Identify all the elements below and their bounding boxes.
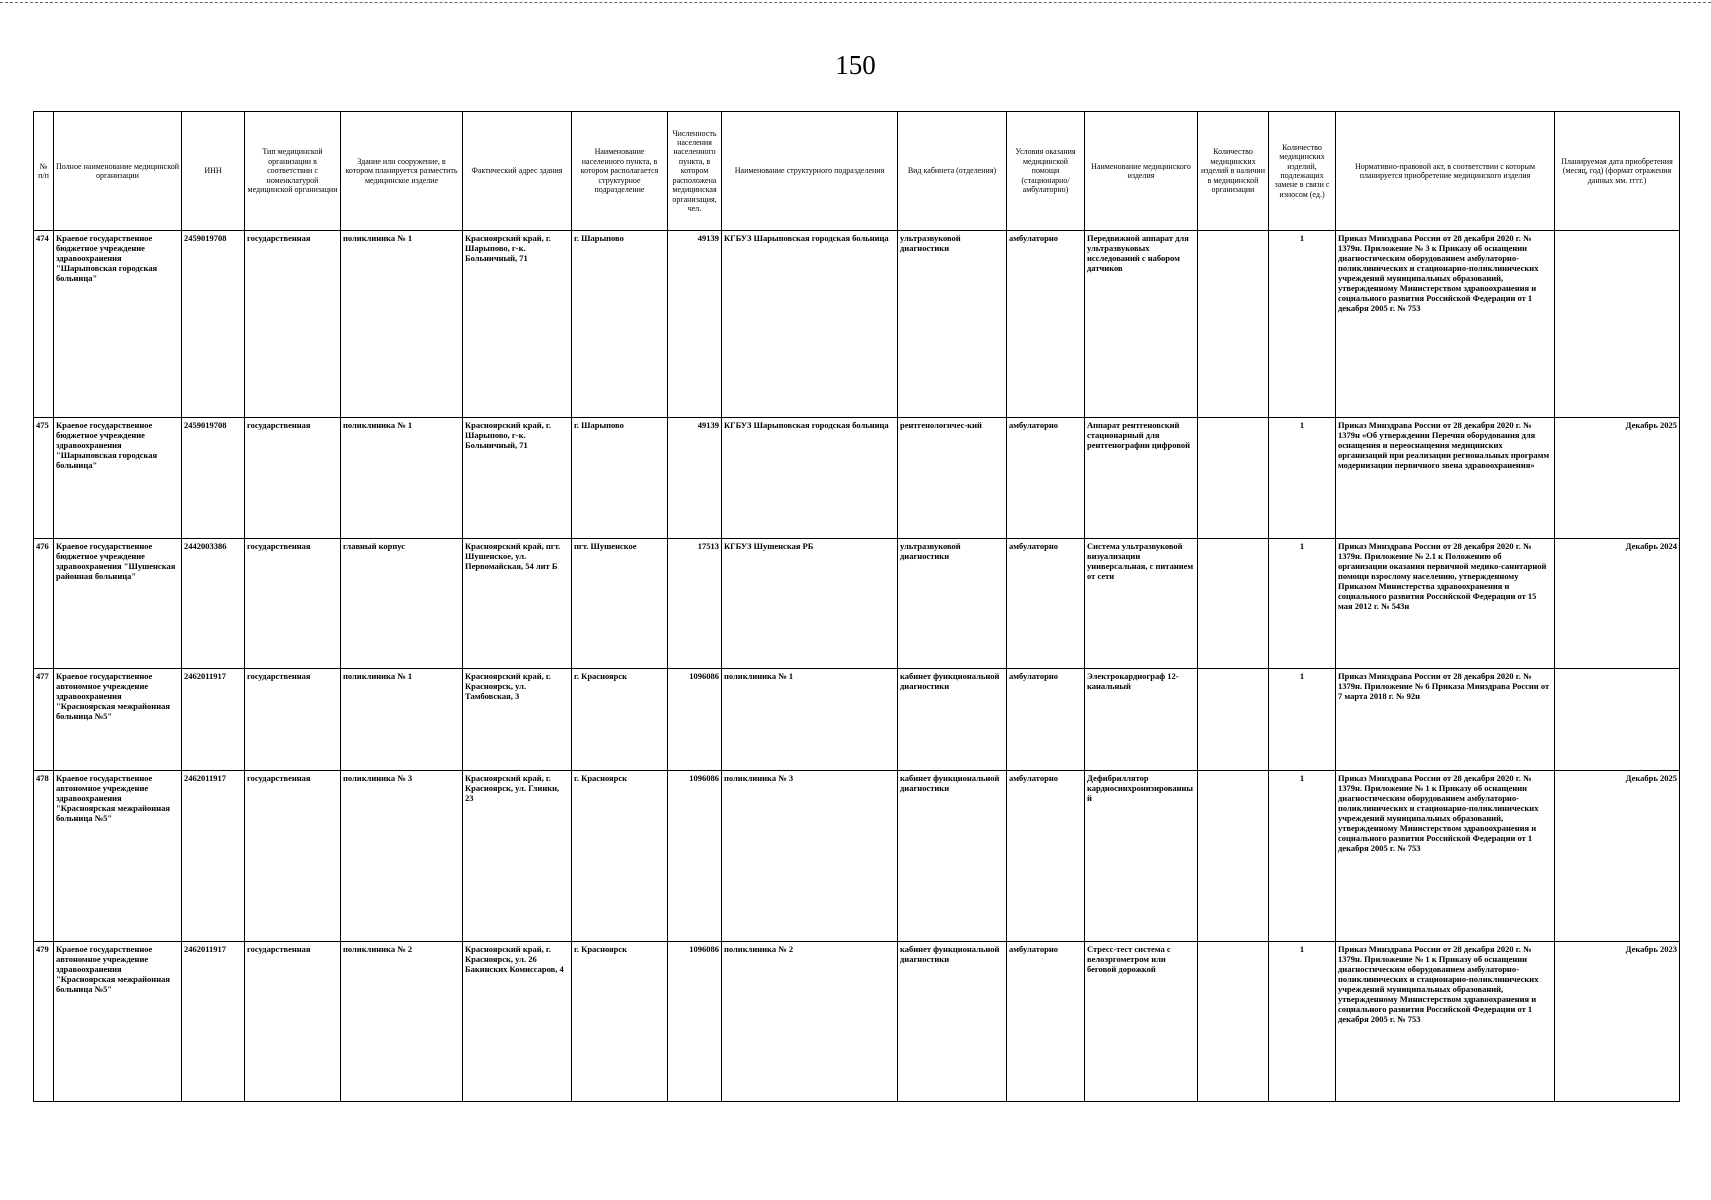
building: поликлиника № 1 <box>341 231 463 418</box>
row-number: 475 <box>34 418 54 539</box>
header-cell: Численность населения населенного пункта, в котором расположена медицинская организация, чел. <box>668 112 722 231</box>
building: главный корпус <box>341 539 463 669</box>
planned-date: Декабрь 2025 <box>1555 771 1680 942</box>
row-number: 476 <box>34 539 54 669</box>
building: поликлиника № 2 <box>341 942 463 1102</box>
table-row <box>34 942 1680 1102</box>
available-count <box>1198 771 1269 942</box>
cabinet-type: кабинет функциональной диагностики <box>898 942 1007 1102</box>
header-cell: Количество медицинских изделий в наличии в медицинской организации <box>1198 112 1269 231</box>
device-name: Дефибриллятор кардиосинхронизированный <box>1085 771 1198 942</box>
row-number: 477 <box>34 669 54 771</box>
header-cell: Здание или сооружение, в котором планируется разместить медицинское изделие <box>341 112 463 231</box>
structural-unit: КГБУЗ Шушенская РБ <box>722 539 898 669</box>
planned-date: Декабрь 2024 <box>1555 539 1680 669</box>
planned-date <box>1555 231 1680 418</box>
replace-count: 1 <box>1269 539 1336 669</box>
row-number: 479 <box>34 942 54 1102</box>
org-name: Краевое государственное бюджетное учреждение здравоохранения "Шарыповская городская больница" <box>54 418 182 539</box>
header-cell: Наименование структурного подразделения <box>722 112 898 231</box>
legal-act: Приказ Минздрава России от 28 декабря 2020 г. № 1379н. Приложение № 3 к Приказу об оснащении диагностическим оборудованием амбулаторно-поликлинических и стационарно-поликлинических учреждений муниципальных образований, утвержденному Министерством здравоохранения и социального развития Российской Федерации от 1 декабря 2005 г. № 753 <box>1336 231 1555 418</box>
care-conditions: амбулаторно <box>1007 942 1085 1102</box>
legal-act: Приказ Минздрава России от 28 декабря 2020 г. № 1379н «Об утверждении Перечня оборудования для оснащения и переоснащения медицинских организаций при реализации региональных программ модернизации первичного звена здравоохранения» <box>1336 418 1555 539</box>
replace-count: 1 <box>1269 418 1336 539</box>
population: 49139 <box>668 231 722 418</box>
cabinet-type: кабинет функциональной диагностики <box>898 771 1007 942</box>
cabinet-type: рентгенологичес-кий <box>898 418 1007 539</box>
settlement: г. Красноярск <box>572 669 668 771</box>
planned-date: Декабрь 2023 <box>1555 942 1680 1102</box>
structural-unit: КГБУЗ Шарыповская городская больница <box>722 231 898 418</box>
settlement: г. Шарыпово <box>572 418 668 539</box>
header-cell: ИНН <box>182 112 245 231</box>
org-name: Краевое государственное бюджетное учреждение здравоохранения "Шушенская районная больница" <box>54 539 182 669</box>
inn: 2442003386 <box>182 539 245 669</box>
org-name: Краевое государственное автономное учреждение здравоохранения "Красноярская межрайонная больница №5" <box>54 942 182 1102</box>
row-number: 474 <box>34 231 54 418</box>
available-count <box>1198 231 1269 418</box>
page-number: 150 <box>835 50 876 80</box>
address: Красноярский край, г. Шарыпово, г-к. Больничный, 71 <box>463 418 572 539</box>
cabinet-type: кабинет функциональной диагностики <box>898 669 1007 771</box>
inn: 2462011917 <box>182 771 245 942</box>
care-conditions: амбулаторно <box>1007 418 1085 539</box>
building: поликлиника № 1 <box>341 418 463 539</box>
settlement: пгт. Шушенское <box>572 539 668 669</box>
structural-unit: поликлиника № 2 <box>722 942 898 1102</box>
available-count <box>1198 942 1269 1102</box>
address: Красноярский край, г. Красноярск, ул. 26 Бакинских Комиссаров, 4 <box>463 942 572 1102</box>
table-row <box>34 418 1680 539</box>
header-cell: Наименование медицинского изделия <box>1085 112 1198 231</box>
available-count <box>1198 669 1269 771</box>
header-cell: Тип медицинской организации в соответствии с номенклатурой медицинской организации <box>245 112 341 231</box>
org-name: Краевое государственное автономное учреждение здравоохранения "Красноярская межрайонная больница №5" <box>54 669 182 771</box>
replace-count: 1 <box>1269 669 1336 771</box>
header-cell: Полное наименование медицинской организации <box>54 112 182 231</box>
header-cell: Вид кабинета (отделения) <box>898 112 1007 231</box>
inn: 2462011917 <box>182 942 245 1102</box>
address: Красноярский край, пгт. Шушенское, ул. Первомайская, 54 лит Б <box>463 539 572 669</box>
header-cell: Фактический адрес здания <box>463 112 572 231</box>
org-type: государственная <box>245 669 341 771</box>
top-border-line <box>0 2 1711 3</box>
structural-unit: поликлиника № 1 <box>722 669 898 771</box>
device-name: Стресс-тест система с велоэргометром или беговой дорожкой <box>1085 942 1198 1102</box>
device-name: Аппарат рентгеновский стационарный для рентгенографии цифровой <box>1085 418 1198 539</box>
table-row <box>34 231 1680 418</box>
cabinet-type: ультразвуковой диагностики <box>898 231 1007 418</box>
care-conditions: амбулаторно <box>1007 231 1085 418</box>
planned-date: Декабрь 2025 <box>1555 418 1680 539</box>
population: 17513 <box>668 539 722 669</box>
building: поликлиника № 1 <box>341 669 463 771</box>
org-name: Краевое государственное автономное учреждение здравоохранения "Красноярская межрайонная больница №5" <box>54 771 182 942</box>
population: 1096086 <box>668 669 722 771</box>
header-cell: Нормативно-правовой акт, в соответствии с которым планируется приобретение медицинского изделия <box>1336 112 1555 231</box>
address: Красноярский край, г. Шарыпово, г-к. Больничный, 71 <box>463 231 572 418</box>
settlement: г. Шарыпово <box>572 231 668 418</box>
population: 49139 <box>668 418 722 539</box>
legal-act: Приказ Минздрава России от 28 декабря 2020 г. № 1379н. Приложение № 2.1 к Положению об организации оказания первичной медико-санитарной помощи взрослому населению, утвержденному Приказом Министерства здравоохранения и социального развития Российской Федерации от 15 мая 2012 г. № 543н <box>1336 539 1555 669</box>
table-row <box>34 539 1680 669</box>
table-row <box>34 771 1680 942</box>
address: Красноярский край, г. Красноярск, ул. Тамбовская, 3 <box>463 669 572 771</box>
care-conditions: амбулаторно <box>1007 771 1085 942</box>
address: Красноярский край, г. Красноярск, ул. Глинки, 23 <box>463 771 572 942</box>
device-name: Передвижной аппарат для ультразвуковых исследований с набором датчиков <box>1085 231 1198 418</box>
building: поликлиника № 3 <box>341 771 463 942</box>
legal-act: Приказ Минздрава России от 28 декабря 2020 г. № 1379н. Приложение № 1 к Приказу об оснащении диагностическим оборудованием амбулаторно-поликлинических и стационарно-поликлинических учреждений муниципальных образований, утвержденному Министерством здравоохранения и социального развития Российской Федерации от 1 декабря 2005 г. № 753 <box>1336 942 1555 1102</box>
inn: 2459019708 <box>182 231 245 418</box>
device-name: Система ультразвуковой визуализации универсальная, с питанием от сети <box>1085 539 1198 669</box>
legal-act: Приказ Минздрава России от 28 декабря 2020 г. № 1379н. Приложение № 1 к Приказу об оснащении диагностическим оборудованием амбулаторно-поликлинических и стационарно-поликлинических учреждений муниципальных образований, утвержденному Министерством здравоохранения и социального развития Российской Федерации от 1 декабря 2005 г. № 753 <box>1336 771 1555 942</box>
population: 1096086 <box>668 771 722 942</box>
inn: 2462011917 <box>182 669 245 771</box>
table-header-row <box>34 112 1680 231</box>
care-conditions: амбулаторно <box>1007 539 1085 669</box>
header-cell: Планируемая дата приобретения (месяц, год) (формат отражения данных мм. гггг.) <box>1555 112 1680 231</box>
structural-unit: поликлиника № 3 <box>722 771 898 942</box>
legal-act: Приказ Минздрава России от 28 декабря 2020 г. № 1379н. Приложение № 6 Приказа Минздрава России от 7 марта 2018 г. № 92н <box>1336 669 1555 771</box>
equipment-table <box>33 111 1680 1102</box>
settlement: г. Красноярск <box>572 771 668 942</box>
structural-unit: КГБУЗ Шарыповская городская больница <box>722 418 898 539</box>
cabinet-type: ультразвуковой диагностики <box>898 539 1007 669</box>
care-conditions: амбулаторно <box>1007 669 1085 771</box>
org-type: государственная <box>245 418 341 539</box>
org-name: Краевое государственное бюджетное учреждение здравоохранения "Шарыповская городская больница" <box>54 231 182 418</box>
settlement: г. Красноярск <box>572 942 668 1102</box>
available-count <box>1198 539 1269 669</box>
population: 1096086 <box>668 942 722 1102</box>
org-type: государственная <box>245 942 341 1102</box>
org-type: государственная <box>245 539 341 669</box>
header-cell: Наименование населенного пункта, в котором располагается структурное подразделение <box>572 112 668 231</box>
header-cell: № п/п <box>34 112 54 231</box>
replace-count: 1 <box>1269 231 1336 418</box>
planned-date <box>1555 669 1680 771</box>
available-count <box>1198 418 1269 539</box>
replace-count: 1 <box>1269 771 1336 942</box>
org-type: государственная <box>245 231 341 418</box>
header-cell: Количество медицинских изделий, подлежащих замене в связи с износом (ед.) <box>1269 112 1336 231</box>
inn: 2459019708 <box>182 418 245 539</box>
device-name: Электрокардиограф 12-канальный <box>1085 669 1198 771</box>
replace-count: 1 <box>1269 942 1336 1102</box>
header-cell: Условия оказания медицинской помощи (стационарно/ амбулаторно) <box>1007 112 1085 231</box>
table-row <box>34 669 1680 771</box>
org-type: государственная <box>245 771 341 942</box>
row-number: 478 <box>34 771 54 942</box>
